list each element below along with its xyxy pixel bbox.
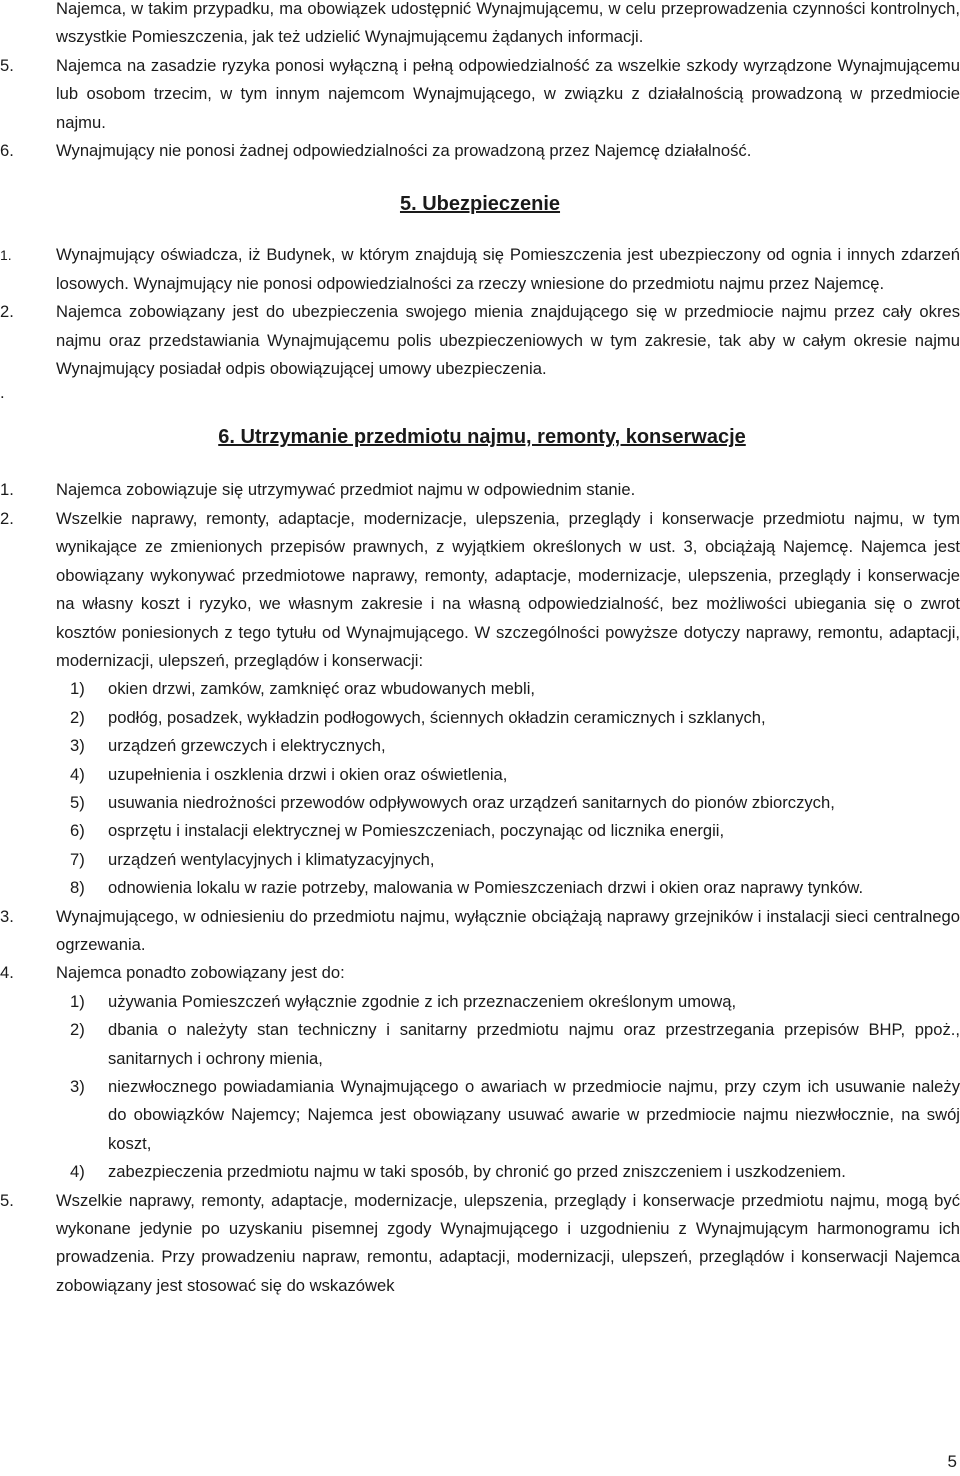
item-text: Najemca zobowiązany jest do ubezpieczenia swojego mienia znajdującego się w przedmiocie najmu przez cały okres najmu oraz przedstawiania Wynajmującemu polis ubezpieczeniowych w tym zakresie, tak aby w całym okresie najmu Wynajmujący posiadał odpis obowiązującej umowy ubezpieczenia.	[56, 302, 960, 379]
list-item	[0, 505, 960, 675]
sub-item-text: urządzeń grzewczych i elektrycznych,	[108, 736, 386, 756]
sub-item-number: 1)	[70, 679, 85, 699]
paragraph-continuation	[0, 0, 960, 52]
sub-list-item	[0, 1016, 960, 1073]
item-number: 1.	[0, 247, 12, 264]
section-heading-utrzymanie: 6. Utrzymanie przedmiotu najmu, remonty, konserwacje	[218, 426, 746, 449]
sub-item-number: 1)	[70, 991, 85, 1011]
sub-item-text: używania Pomieszczeń wyłącznie zgodnie z ich przeznaczeniem określonym umową,	[108, 991, 737, 1011]
sub-list-item	[0, 874, 960, 902]
item-text: Najemca na zasadzie ryzyka ponosi wyłączną i pełną odpowiedzialność za wszelkie szkody wyrządzone Wynajmującemu lub osobom trzecim, w tym innym najemcom Wynajmującego, w związku z działalnością prowadzoną w przedmiocie najmu.	[56, 55, 960, 132]
sub-list-item	[0, 817, 960, 845]
sub-item-number: 2)	[70, 1020, 85, 1040]
list-item	[0, 241, 960, 298]
sub-list-item	[0, 789, 960, 817]
item-text: Najemca ponadto zobowiązany jest do:	[56, 963, 345, 983]
sub-item-number: 2)	[70, 707, 85, 727]
item-text: Wynajmujący nie ponosi żadnej odpowiedzialności za prowadzoną przez Najemcę działalność.	[56, 141, 752, 161]
item-number: 5.	[0, 55, 14, 75]
list-item	[0, 298, 960, 383]
continuation-text: czynności kontrolnych, wszystkie Pomieszczenia, jak też udzielić Wynajmującemu żądanych informacji.	[56, 0, 960, 47]
sub-item-number: 7)	[70, 849, 85, 869]
section-heading-ubezpieczenie: 5. Ubezpieczenie	[399, 193, 561, 216]
item-text: Wszelkie naprawy, remonty, adaptacje, modernizacje, ulepszenia, przeglądy i konserwacje przedmiotu najmu, mogą być wykonane jedynie po uzyskaniu pisemnej zgody Wynajmującego i uzgodnieniu z Wynajmującym harmonogramu ich prowadzenia. Przy prowadzeniu napraw, remontu, adaptacji, modernizacji, ulepszeń, przeglądów i konserwacji Najemca zobowiązany jest stosować się do wskazówek	[56, 1190, 960, 1295]
sub-item-text: okien drzwi, zamków, zamknięć oraz wbudowanych mebli,	[108, 679, 536, 699]
item-number: 1.	[0, 480, 14, 500]
list-item	[0, 137, 960, 165]
item-number: 2.	[0, 508, 14, 528]
sub-item-text: urządzeń wentylacyjnych i klimatyzacyjnych,	[108, 849, 435, 869]
sub-item-number: 5)	[70, 792, 85, 812]
page-number: 5	[947, 1452, 957, 1471]
sub-item-text: niezwłocznego powiadamiania Wynajmującego o awariach w przedmiocie najmu, przy czym ich usuwanie należy do obowiązków Najemcy; Najemca jest obowiązany usuwać awarie w przedmiocie najmu niezwłocznie, na swój koszt,	[108, 1077, 960, 1153]
sub-item-text: dbania o należyty stan techniczny i sanitarny przedmiotu najmu oraz przestrzegania przepisów BHP, ppoż., sanitarnych i ochrony mienia,	[108, 1020, 960, 1068]
list-item	[0, 1187, 960, 1301]
sub-item-number: 4)	[70, 764, 85, 784]
sub-item-number: 8)	[70, 878, 85, 898]
sub-item-number: 4)	[70, 1162, 85, 1182]
sub-item-text: osprzętu i instalacji elektrycznej w Pomieszczeniach, poczynając od licznika energii,	[108, 821, 725, 841]
sub-item-text: odnowienia lokalu w razie potrzeby, malowania w Pomieszczeniach drzwi i okien oraz naprawy tynków.	[108, 878, 864, 898]
stray-dot: .	[0, 383, 5, 403]
list-item	[0, 52, 960, 137]
sub-list-item	[0, 732, 960, 760]
item-number: 5.	[0, 1190, 14, 1210]
sub-item-text: uzupełnienia i oszklenia drzwi i okien oraz oświetlenia,	[108, 764, 508, 784]
sub-item-number: 3)	[70, 1077, 85, 1096]
item-number: 6.	[0, 141, 14, 161]
item-number: 4.	[0, 963, 14, 983]
sub-list-item	[0, 846, 960, 874]
sub-list-item	[0, 704, 960, 732]
item-number: 3.	[0, 906, 14, 926]
list-item	[0, 959, 960, 987]
list-item	[0, 903, 960, 960]
sub-item-number: 6)	[70, 821, 85, 841]
item-number: 2.	[0, 302, 14, 322]
list-item	[0, 476, 960, 504]
sub-item-text: zabezpieczenia przedmiotu najmu w taki sposób, by chronić go przed zniszczeniem i uszkodzeniem.	[108, 1162, 846, 1182]
sub-item-number: 3)	[70, 736, 85, 756]
item-text: Wszelkie naprawy, remonty, adaptacje, modernizacje, ulepszenia, przeglądy i konserwacje przedmiotu najmu, w tym wynikające ze zmienionych przepisów prawnych, z wyjątkiem określonych w ust. 3, obciążają Najemcę. Najemca jest obowiązany wykonywać przedmiotowe naprawy, remonty, adaptacje, modernizacje, ulepszenia, przeglądy i konserwacje na własny koszt i ryzyko, we własnym zakresie i na własną odpowiedzialność, bez możliwości ubiegania się o zwrot kosztów poniesionych z tego tytułu od Wynajmującego. W szczególności powyższe dotyczy naprawy, remontu, adaptacji, modernizacji, ulepszeń, przeglądów i konserwacji:	[56, 508, 960, 670]
item-text: Wynajmujący oświadcza, iż Budynek, w którym znajdują się Pomieszczenia jest ubezpieczony od ognia i innych zdarzeń losowych. Wynajmujący nie ponosi odpowiedzialności za rzeczy wniesione do przedmiotu najmu przez Najemcę.	[56, 245, 960, 293]
sub-item-text: podłóg, posadzek, wykładzin podłogowych, ściennych okładzin ceramicznych i szklanych,	[108, 707, 766, 727]
sub-list-item	[0, 988, 960, 1016]
sub-item-text: usuwania niedrożności przewodów odpływowych oraz urządzeń sanitarnych do pionów zbiorczych,	[108, 792, 835, 812]
sub-list-item	[0, 1158, 960, 1186]
item-text: Najemca zobowiązuje się utrzymywać przedmiot najmu w odpowiednim stanie.	[56, 480, 636, 500]
item-text: Wynajmującego, w odniesieniu do przedmiotu najmu, wyłącznie obciążają naprawy grzejników i instalacji sieci centralnego ogrzewania.	[56, 906, 960, 954]
sub-list-item	[0, 1073, 960, 1158]
sub-list-item	[0, 761, 960, 789]
continuation-text: Najemca, w takim przypadku, ma obowiązek udostępnić Wynajmującemu, w celu przeprowadzenia	[56, 0, 788, 18]
sub-list-item	[0, 675, 960, 703]
